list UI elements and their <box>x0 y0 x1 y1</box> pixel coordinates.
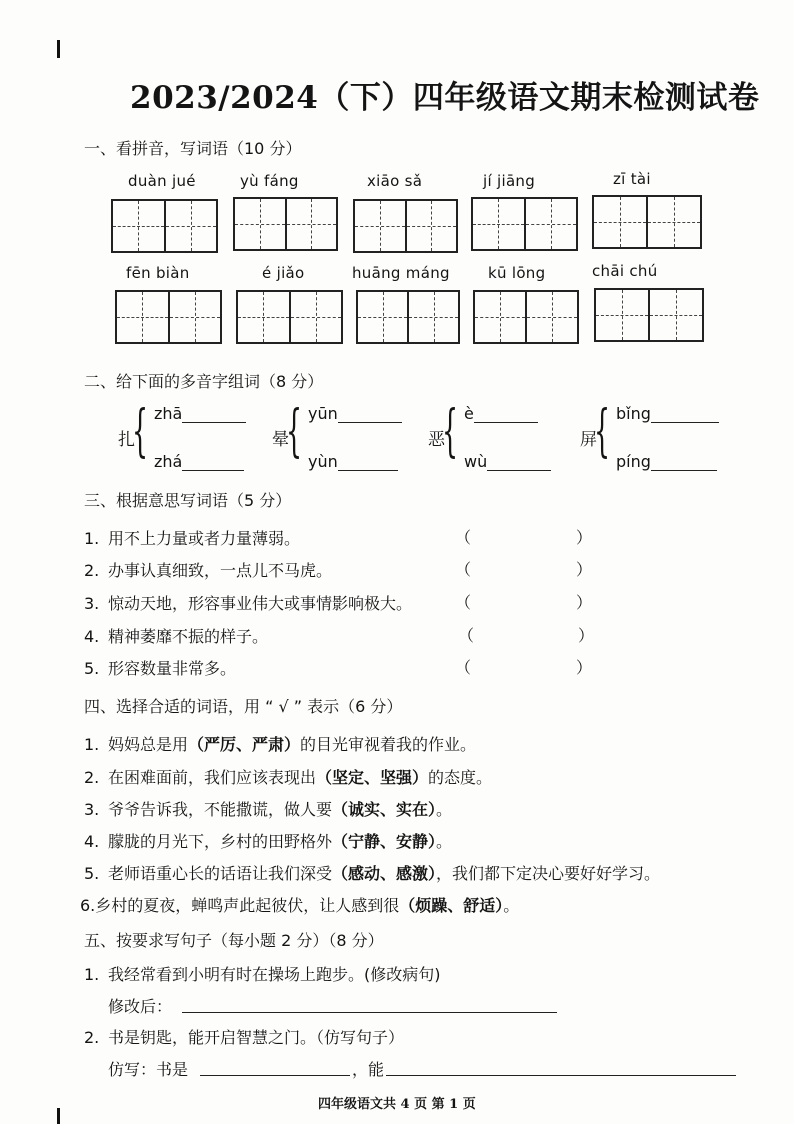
pinyin: jí jiāng <box>483 172 536 190</box>
answer-line[interactable] <box>338 406 402 423</box>
pinyin: zhá <box>154 452 183 471</box>
answer-line[interactable] <box>182 454 244 471</box>
choice-options[interactable]: （严厉、严肃） <box>188 735 301 754</box>
answer-label: ，能 <box>352 1060 385 1079</box>
answer-grid[interactable] <box>473 290 579 344</box>
pinyin: xiāo sǎ <box>367 172 423 190</box>
polyphone-char: 屏 <box>580 430 597 450</box>
polyphone-char: 扎 <box>118 430 135 450</box>
edge-mark-top <box>57 40 60 58</box>
list-item: 1. 用不上力量或者力量薄弱。 <box>84 529 301 548</box>
pinyin: huāng máng <box>352 264 450 282</box>
polyphone-group <box>428 399 568 474</box>
page-footer: 四年级语文共 4 页 第 1 页 <box>318 1097 476 1112</box>
pinyin: kū lōng <box>488 264 546 282</box>
answer-paren-open[interactable]: （ <box>455 560 472 579</box>
pinyin: yù fáng <box>240 172 299 190</box>
pinyin: fēn biàn <box>126 264 190 282</box>
list-item: 3. 爷爷告诉我，不能撒谎，做人要（诚实、实在）。 <box>84 800 453 819</box>
pinyin: píng <box>616 452 651 471</box>
polyphone-char: 恶 <box>428 430 445 450</box>
page-title: 2023/2024（下）四年级语文期末检测试卷 <box>130 80 760 116</box>
pinyin: yūn <box>308 404 338 423</box>
choice-options[interactable]: （宁静、安静） <box>332 832 437 851</box>
answer-line[interactable] <box>182 1000 557 1013</box>
answer-line[interactable] <box>651 454 717 471</box>
list-item: 1. 妈妈总是用（严厉、严肃）的目光审视着我的作业。 <box>84 735 477 754</box>
answer-grid[interactable] <box>111 199 218 253</box>
answer-paren-close[interactable]: ） <box>576 560 593 579</box>
pinyin: duàn jué <box>128 172 196 190</box>
section-4-heading: 四、选择合适的词语，用 “ √ ” 表示（6 分） <box>84 697 403 716</box>
section-2-heading: 二、给下面的多音字组词（8 分） <box>84 372 324 391</box>
list-item: 2. 书是钥匙，能开启智慧之门。（仿写句子） <box>84 1028 405 1047</box>
polyphone-group <box>580 399 730 474</box>
section-3-heading: 三、根据意思写词语（5 分） <box>84 491 292 510</box>
answer-grid[interactable] <box>356 290 460 344</box>
pinyin: yùn <box>308 452 338 471</box>
choice-options[interactable]: （诚实、实在） <box>332 800 437 819</box>
choice-options[interactable]: （感动、感激） <box>332 864 437 883</box>
brace-icon: { <box>594 399 611 464</box>
pinyin: zī tài <box>613 170 651 188</box>
answer-label: 仿写：书是 <box>108 1060 189 1079</box>
answer-line[interactable] <box>474 406 538 423</box>
list-item: 2. 在困难面前，我们应该表现出（坚定、坚强）的态度。 <box>84 768 493 787</box>
answer-line[interactable] <box>182 406 246 423</box>
choice-options[interactable]: （烦躁、舒适） <box>399 896 504 915</box>
list-item: 3. 惊动天地，形容事业伟大或事情影响极大。 <box>84 594 413 613</box>
list-item: 1. 我经常看到小明有时在操场上跑步。(修改病句) <box>84 965 441 984</box>
answer-line[interactable] <box>487 454 551 471</box>
answer-grid[interactable] <box>592 195 702 249</box>
brace-icon: { <box>132 399 149 464</box>
answer-paren-open[interactable]: （ <box>455 658 472 677</box>
list-item: 5. 形容数量非常多。 <box>84 659 237 678</box>
list-item: 4. 朦胧的月光下，乡村的田野格外（宁静、安静）。 <box>84 832 453 851</box>
polyphone-char: 晕 <box>272 430 289 450</box>
brace-icon: { <box>286 399 303 464</box>
pinyin: zhā <box>154 404 183 423</box>
answer-label: 修改后： <box>108 997 173 1016</box>
answer-paren-open[interactable]: （ <box>455 528 472 547</box>
answer-paren-close[interactable]: ） <box>576 528 593 547</box>
answer-line[interactable] <box>338 454 398 471</box>
section-1-heading: 一、看拼音，写词语（10 分） <box>84 139 302 158</box>
answer-line[interactable] <box>651 406 719 423</box>
answer-grid[interactable] <box>115 290 222 344</box>
pinyin: é jiǎo <box>262 264 305 282</box>
answer-grid[interactable] <box>353 199 458 253</box>
pinyin: wù <box>464 452 488 471</box>
pinyin: è <box>464 404 474 423</box>
brace-icon: { <box>442 399 459 464</box>
answer-paren-close[interactable]: ） <box>576 593 593 612</box>
answer-grid[interactable] <box>233 197 338 251</box>
answer-grid[interactable] <box>594 288 704 342</box>
answer-paren-open[interactable]: （ <box>455 593 472 612</box>
answer-paren-close[interactable]: ） <box>578 626 595 645</box>
section-5-heading: 五、按要求写句子（每小题 2 分）（8 分） <box>84 931 384 950</box>
list-item: 4. 精神萎靡不振的样子。 <box>84 627 269 646</box>
edge-mark-bottom <box>57 1108 60 1124</box>
answer-paren-open[interactable]: （ <box>458 626 475 645</box>
pinyin: bǐng <box>616 404 651 423</box>
list-item: 6.乡村的夏夜，蝉鸣声此起彼伏，让人感到很（烦躁、舒适）。 <box>80 896 520 915</box>
list-item: 5. 老师语重心长的话语让我们深受（感动、感激），我们都下定决心要好好学习。 <box>84 864 661 883</box>
answer-grid[interactable] <box>236 290 343 344</box>
answer-line[interactable] <box>386 1063 736 1076</box>
choice-options[interactable]: （坚定、坚强） <box>316 768 429 787</box>
answer-paren-close[interactable]: ） <box>576 658 593 677</box>
polyphone-group <box>272 399 412 474</box>
answer-grid[interactable] <box>471 197 578 251</box>
polyphone-group <box>118 399 258 474</box>
pinyin: chāi chú <box>592 262 658 280</box>
answer-line[interactable] <box>200 1063 350 1076</box>
list-item: 2. 办事认真细致，一点儿不马虎。 <box>84 561 333 580</box>
